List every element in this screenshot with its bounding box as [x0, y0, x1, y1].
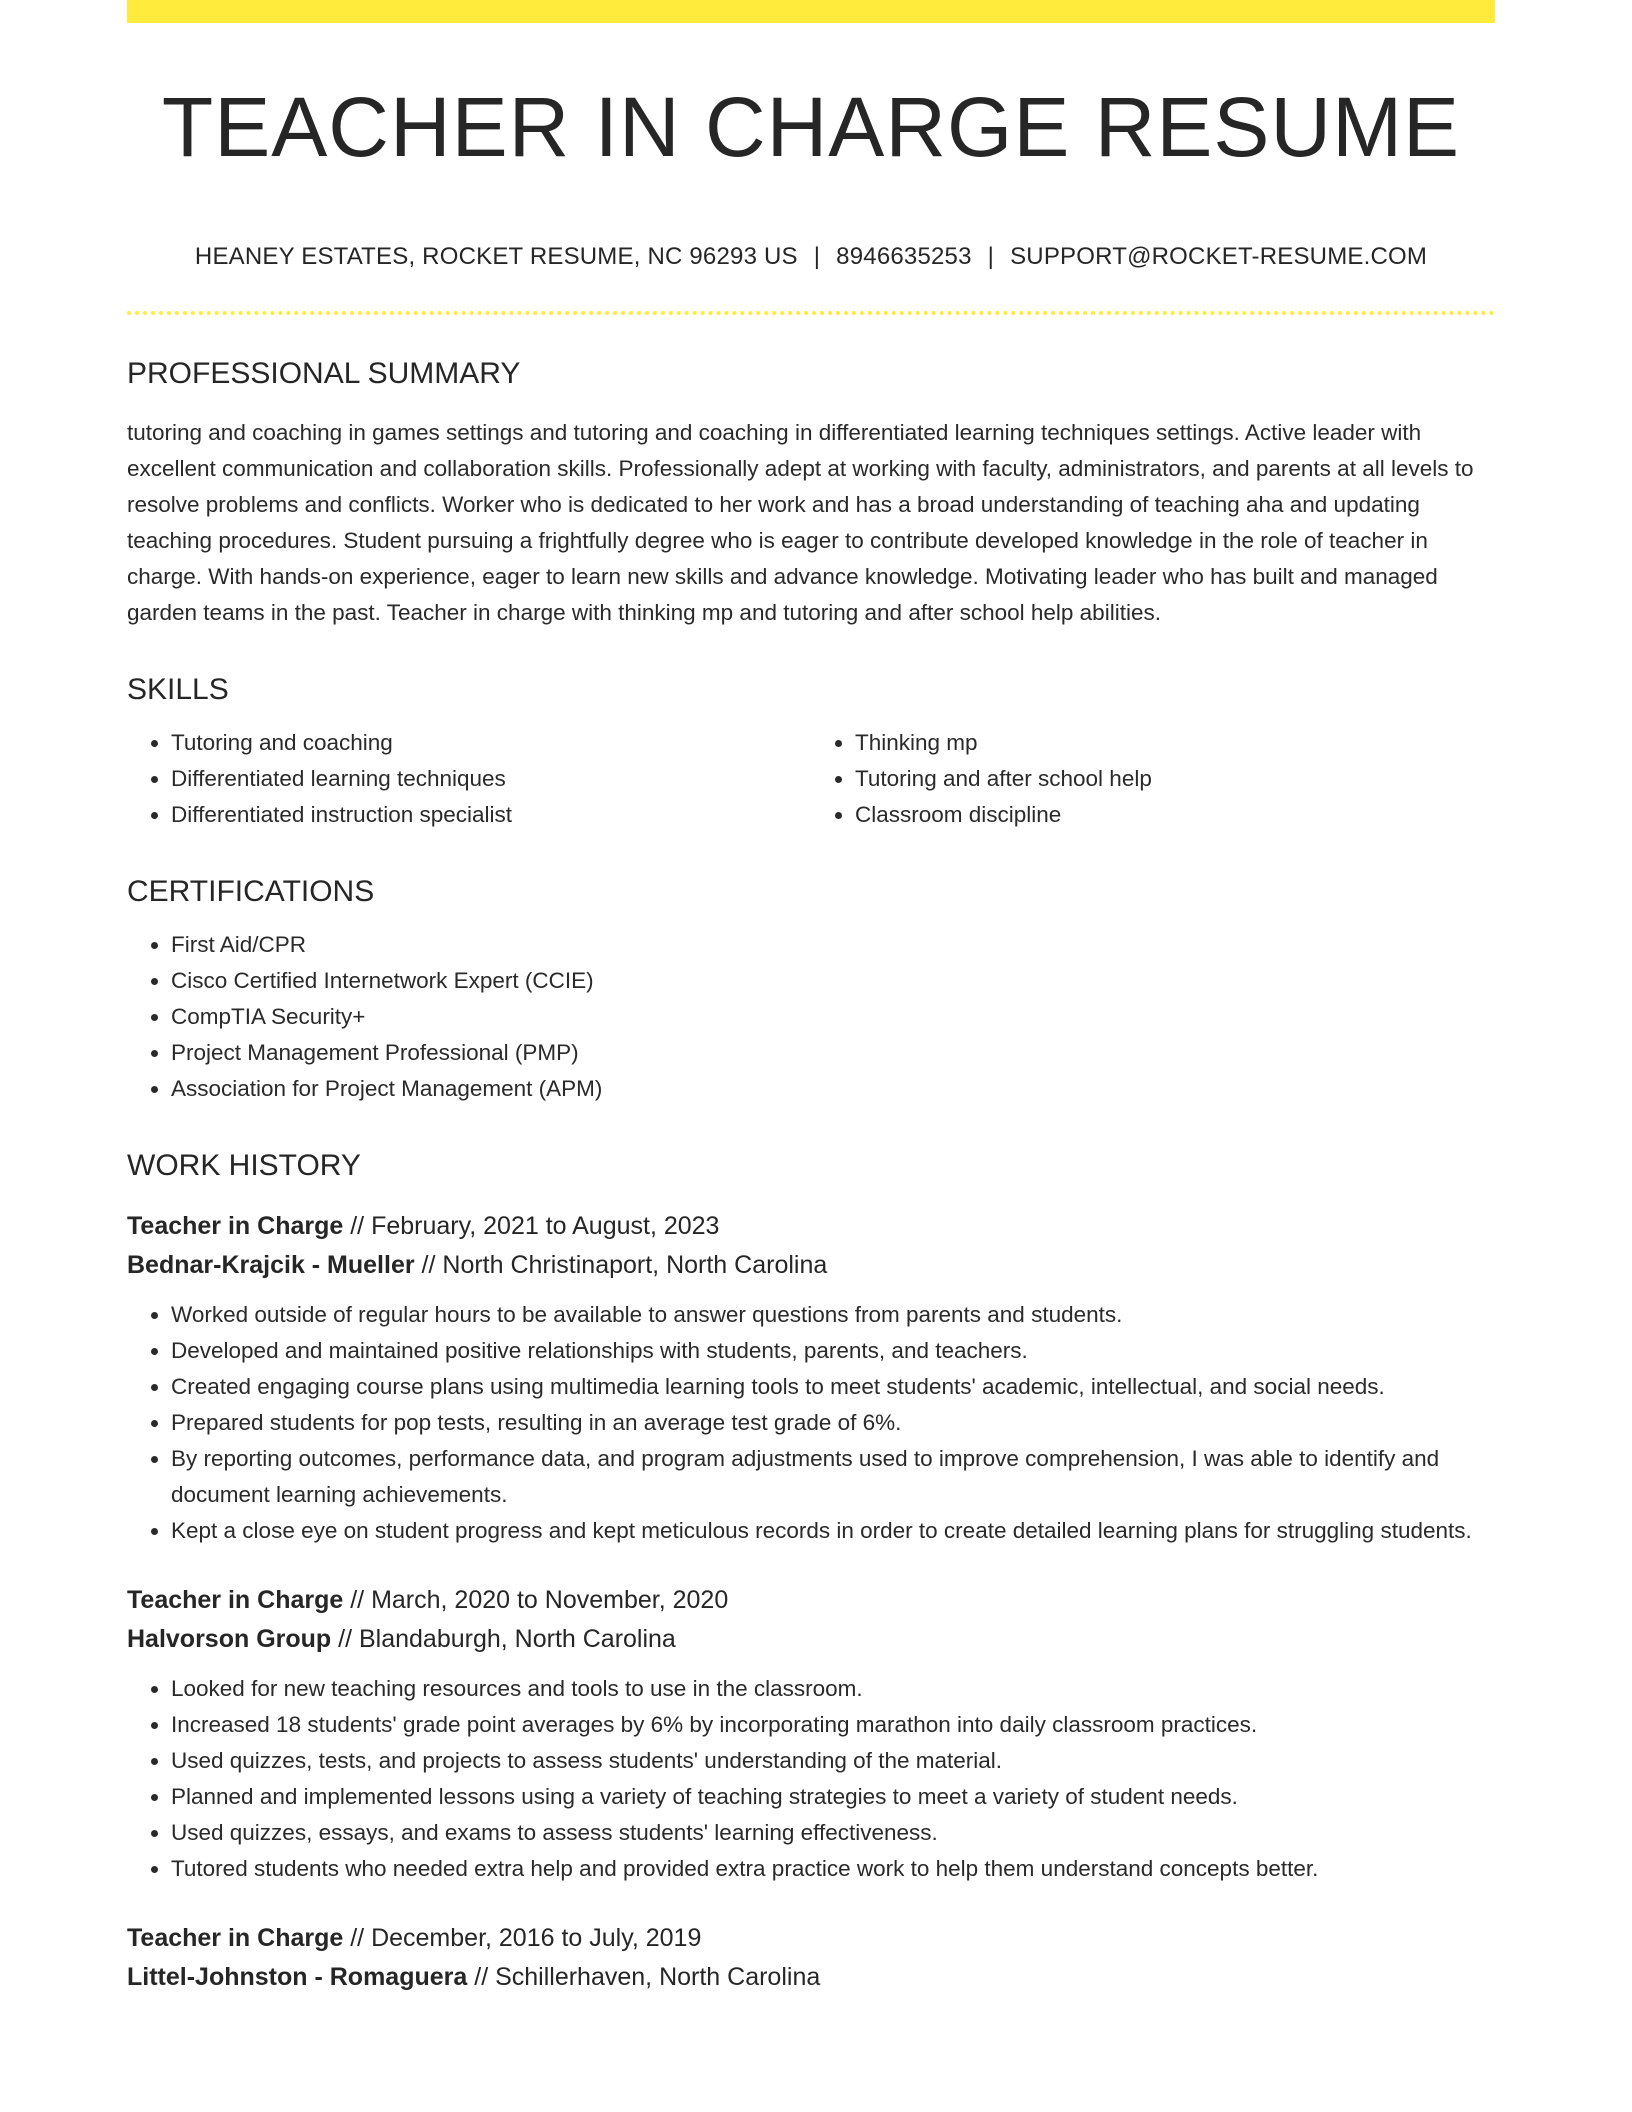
job-company: Littel-Johnston - Romaguera	[127, 1963, 468, 1991]
resume-page	[127, 0, 1495, 1997]
job-company: Bednar-Krajcik - Mueller	[127, 1251, 415, 1279]
job-location: // Blandaburgh, North Carolina	[338, 1625, 676, 1653]
skill-item: • Differentiated instruction specialist	[171, 797, 811, 833]
resume-title: TEACHER IN CHARGE RESUME	[161, 80, 1461, 174]
job-company-line	[127, 1620, 1495, 1659]
job-company-line	[127, 1246, 1495, 1285]
job-company: Halvorson Group	[127, 1625, 332, 1653]
job-bullets	[127, 1671, 1495, 1887]
certification-item: • Cisco Certified Internetwork Expert (CCIE)	[171, 963, 1495, 999]
skill-item: • Tutoring and coaching	[171, 725, 811, 761]
skills-column-right	[811, 725, 1495, 833]
job-entry	[127, 1919, 1495, 1997]
job-role: Teacher in Charge	[127, 1924, 344, 1952]
certifications-heading: CERTIFICATIONS	[127, 875, 375, 908]
skills-heading: SKILLS	[127, 673, 229, 706]
contact-email: SUPPORT@ROCKET-RESUME.COM	[1010, 243, 1428, 270]
job-bullet: • Used quizzes, essays, and exams to assess students' learning effectiveness.	[171, 1815, 1495, 1851]
job-role: Teacher in Charge	[127, 1212, 344, 1240]
job-dates: // February, 2021 to August, 2023	[350, 1212, 720, 1240]
job-bullet: • Planned and implemented lessons using a variety of teaching strategies to meet a variety of student needs.	[171, 1779, 1495, 1815]
dotted-divider	[127, 311, 1495, 315]
job-role-line	[127, 1919, 1495, 1958]
skill-item: • Tutoring and after school help	[855, 761, 1495, 797]
certifications-list	[127, 927, 1495, 1107]
contact-separator: |	[813, 243, 821, 270]
job-role: Teacher in Charge	[127, 1586, 344, 1614]
job-bullet: • Kept a close eye on student progress and kept meticulous records in order to create detailed learning plans for struggling students.	[171, 1513, 1495, 1549]
skill-item: • Classroom discipline	[855, 797, 1495, 833]
job-company-line	[127, 1958, 1495, 1997]
job-bullet: • Created engaging course plans using multimedia learning tools to meet students' academic, intellectual, and social needs.	[171, 1369, 1495, 1405]
job-bullet: • Worked outside of regular hours to be available to answer questions from parents and students.	[171, 1297, 1495, 1333]
summary-text: tutoring and coaching in games settings and tutoring and coaching in differentiated learning techniques settings. Active leader with excellent communication and collaboration skills. Professionally adept at working with faculty, administrators, and parents at all levels to resolve problems and conflicts. Worker who is dedicated to her work and has a broad understanding of teaching aha and updating teaching procedures. Student pursuing a frightfully degree who is eager to contribute developed knowledge in the role of teacher in charge. With hands-on experience, eager to learn new skills and advance knowledge. Motivating leader who has built and managed garden teams in the past. Teacher in charge with thinking mp and tutoring and after school help abilities.	[127, 420, 1474, 625]
skill-item: • Thinking mp	[855, 725, 1495, 761]
job-bullet: • By reporting outcomes, performance data, and program adjustments used to improve comprehension, I was able to identify and document learning achievements.	[171, 1441, 1495, 1513]
job-dates: // December, 2016 to July, 2019	[350, 1924, 702, 1952]
job-bullet: • Developed and maintained positive relationships with students, parents, and teachers.	[171, 1333, 1495, 1369]
job-bullet: • Used quizzes, tests, and projects to assess students' understanding of the material.	[171, 1743, 1495, 1779]
job-dates: // March, 2020 to November, 2020	[350, 1586, 729, 1614]
job-bullet: • Tutored students who needed extra help and provided extra practice work to help them understand concepts better.	[171, 1851, 1495, 1887]
job-role-line	[127, 1207, 1495, 1246]
job-entry	[127, 1207, 1495, 1549]
skill-item: • Differentiated learning techniques	[171, 761, 811, 797]
contact-phone: 8946635253	[836, 243, 972, 270]
summary-heading: PROFESSIONAL SUMMARY	[127, 357, 521, 390]
job-role-line	[127, 1581, 1495, 1620]
certification-item: • Association for Project Management (APM)	[171, 1071, 1495, 1107]
certification-item: • First Aid/CPR	[171, 927, 1495, 963]
job-location: // North Christinaport, North Carolina	[421, 1251, 828, 1279]
certification-item: • Project Management Professional (PMP)	[171, 1035, 1495, 1071]
skills-column-left	[127, 725, 811, 833]
job-entry	[127, 1581, 1495, 1887]
job-bullet: • Looked for new teaching resources and tools to use in the classroom.	[171, 1671, 1495, 1707]
job-bullet: • Increased 18 students' grade point averages by 6% by incorporating marathon into daily classroom practices.	[171, 1707, 1495, 1743]
job-location: // Schillerhaven, North Carolina	[474, 1963, 821, 1991]
job-bullet: • Prepared students for pop tests, resulting in an average test grade of 6%.	[171, 1405, 1495, 1441]
certification-item: • CompTIA Security+	[171, 999, 1495, 1035]
contact-line	[127, 243, 1495, 271]
job-bullets	[127, 1297, 1495, 1549]
contact-separator: |	[987, 243, 995, 270]
skills-list	[127, 705, 1495, 833]
contact-address: HEANEY ESTATES, ROCKET RESUME, NC 96293 US	[194, 243, 798, 270]
accent-top-bar	[127, 0, 1495, 23]
work-history-heading: WORK HISTORY	[127, 1149, 361, 1182]
